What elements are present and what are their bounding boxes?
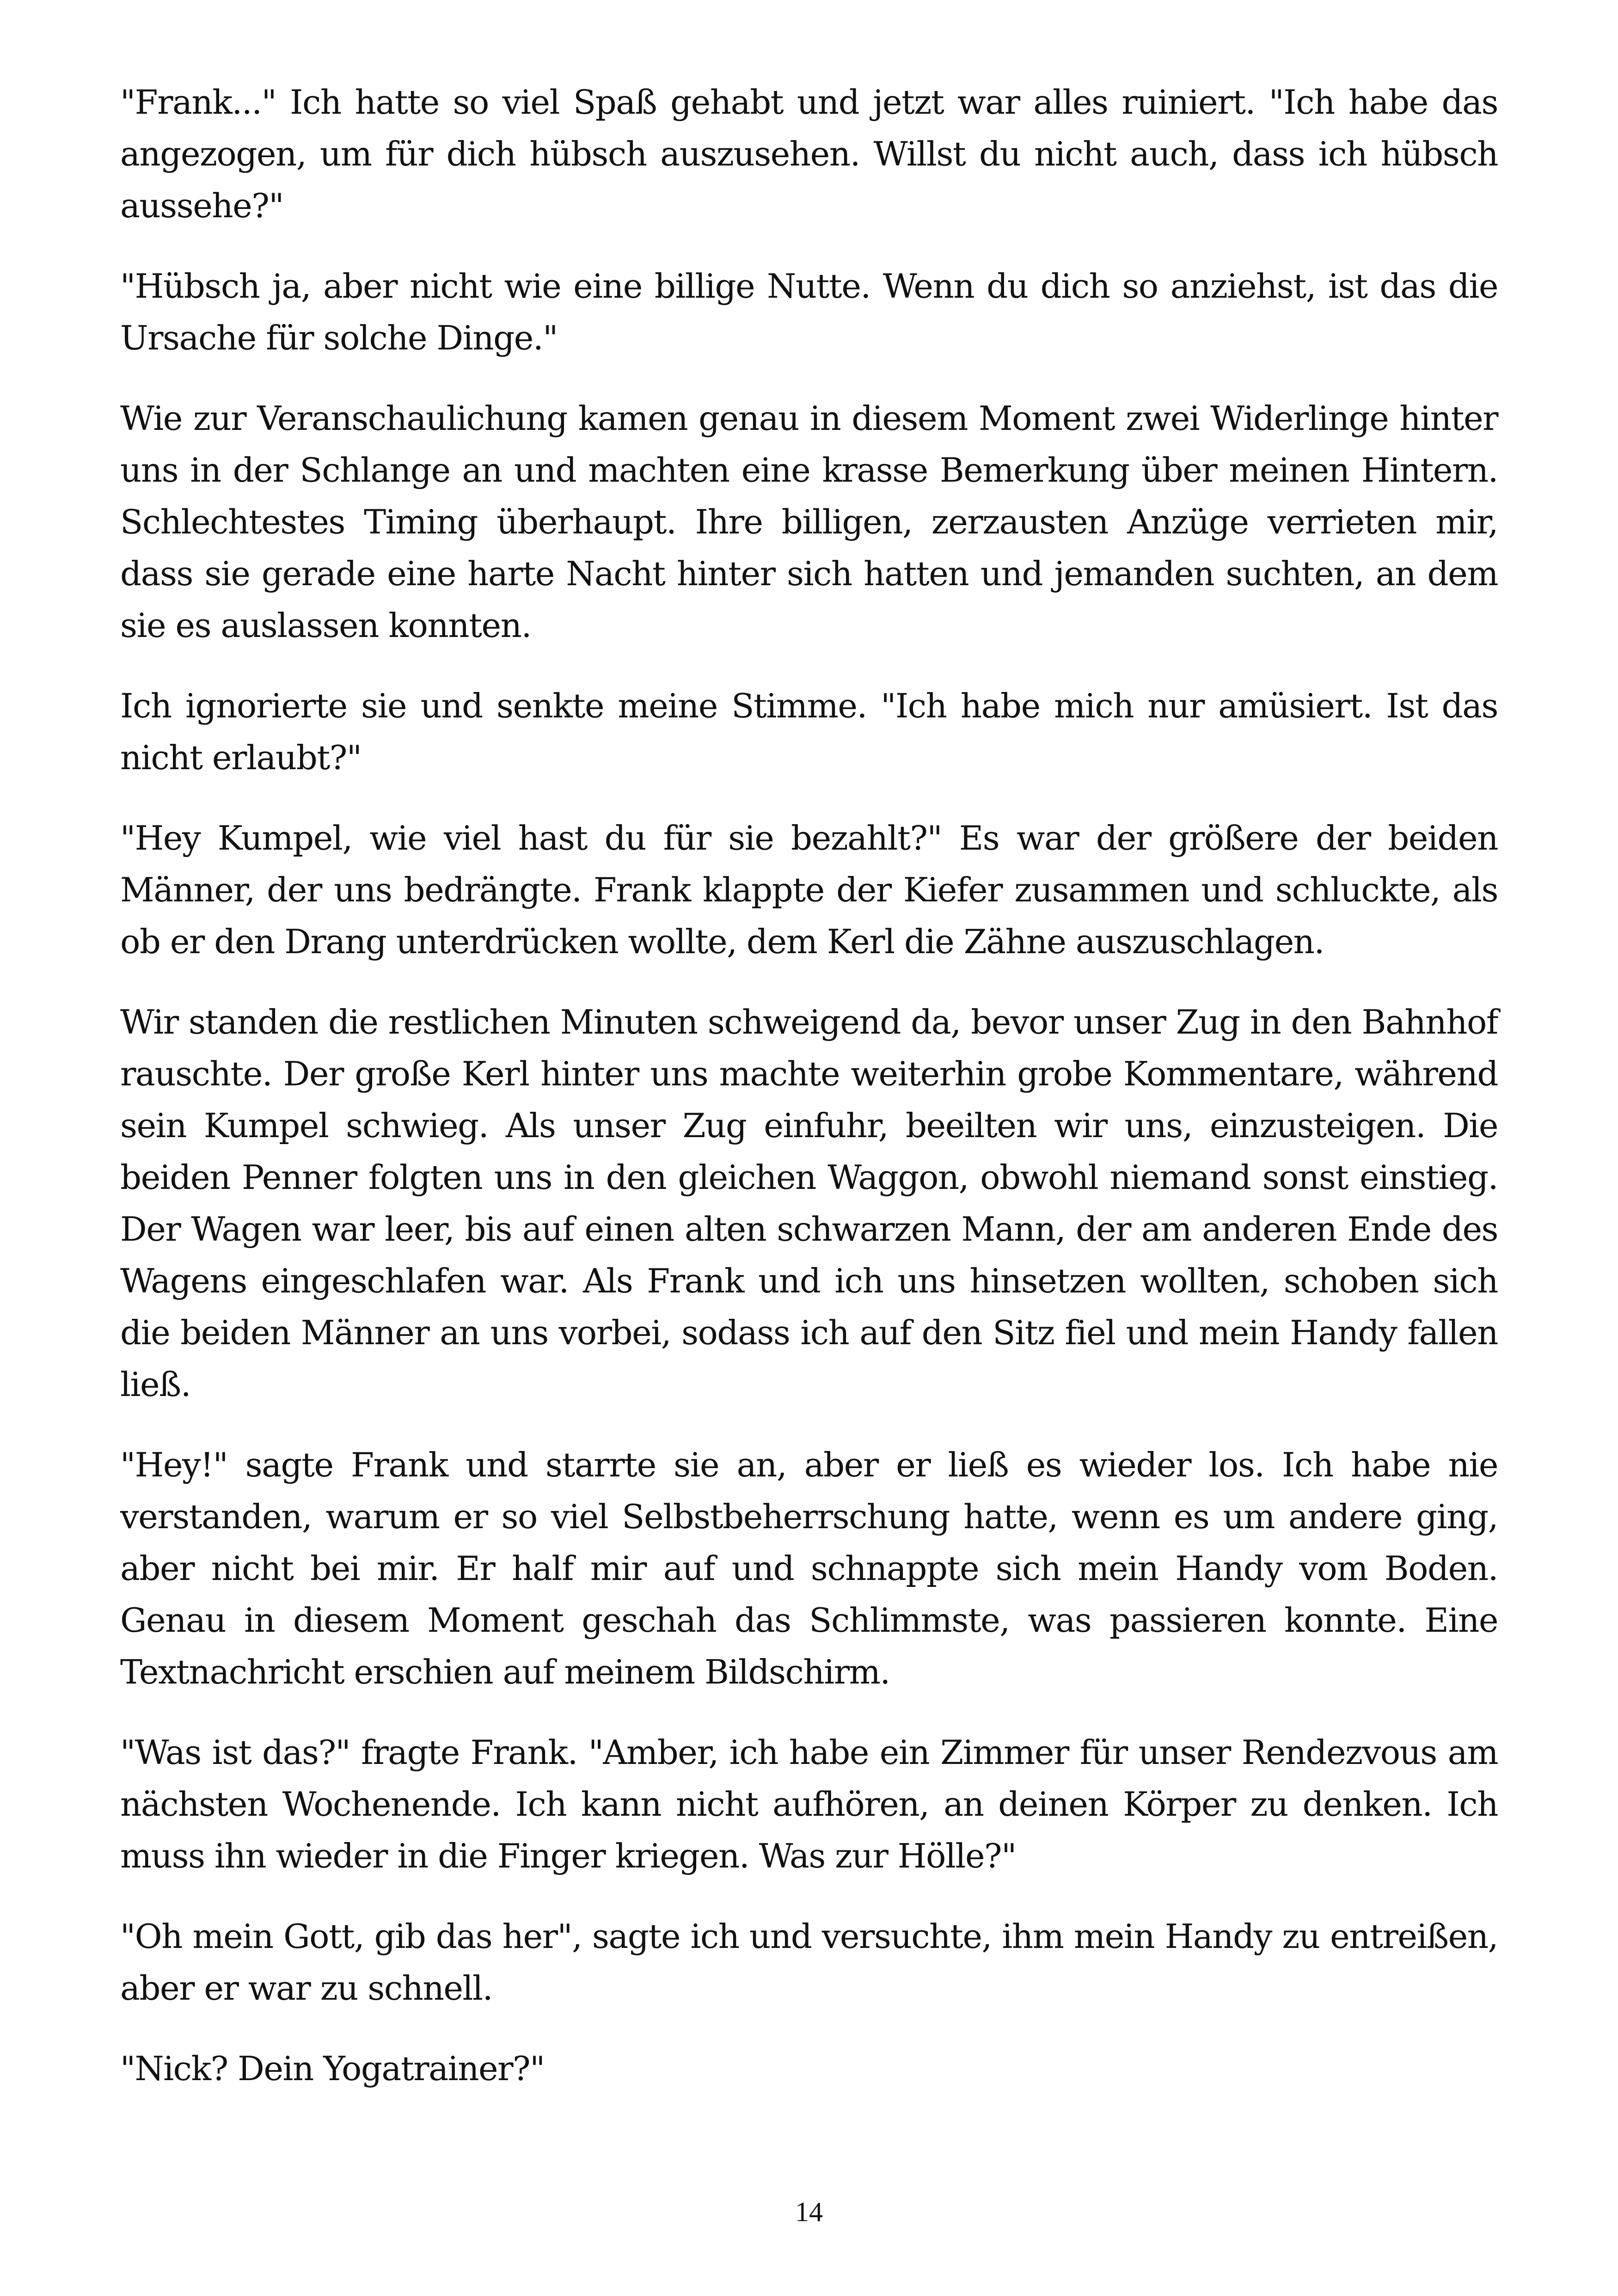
paragraph-2: "Hübsch ja, aber nicht wie eine billige Nutte. Wenn du dich so anziehst, ist das die Ursache für solche Dinge.": [120, 267, 1498, 357]
paragraph-3: Wie zur Veranschaulichung kamen genau in diesem Moment zwei Widerlinge hinter uns in der Schlange an und machten eine krasse Bemerkung über meinen Hintern. Schlechtestes Timing überhaupt. Ihre billigen, zerzausten Anzüge verrieten mir, dass sie gerade eine harte Nacht hinter sich hatten und jemanden suchten, an dem sie es auslassen konnten.: [120, 399, 1498, 645]
paragraph-1: "Frank..." Ich hatte so viel Spaß gehabt und jetzt war alles ruiniert. "Ich habe das angezogen, um für dich hübsch auszusehen. Willst du nicht auch, dass ich hübsch aussehe?": [120, 83, 1498, 225]
paragraph-8: "Was ist das?" fragte Frank. "Amber, ich habe ein Zimmer für unser Rendezvous am nächsten Wochenende. Ich kann nicht aufhören, an deinen Körper zu denken. Ich muss ihn wieder in die Finger kriegen. Was zur Hölle?": [120, 1733, 1498, 1875]
page-number: 14: [795, 2197, 823, 2227]
paragraph-7: "Hey!" sagte Frank und starrte sie an, aber er ließ es wieder los. Ich habe nie verstanden, warum er so viel Selbstbeherrschung hatte, wenn es um andere ging, aber nicht bei mir. Er half mir auf und schnappte sich mein Handy vom Boden. Genau in diesem Moment geschah das Schlimmste, was passieren konnte. Eine Textnachricht erschien auf meinem Bildschirm.: [120, 1445, 1498, 1691]
paragraph-5: "Hey Kumpel, wie viel hast du für sie bezahlt?" Es war der größere der beiden Männer, der uns bedrängte. Frank klappte der Kiefer zusammen und schluckte, als ob er den Drang unterdrücken wollte, dem Kerl die Zähne auszuschlagen.: [120, 819, 1498, 961]
paragraph-4: Ich ignorierte sie und senkte meine Stimme. "Ich habe mich nur amüsiert. Ist das nicht erlaubt?": [120, 686, 1498, 777]
paragraph-10: "Nick? Dein Yogatrainer?": [120, 2049, 545, 2088]
body-text: [120, 76, 1498, 2123]
paragraph-6: Wir standen die restlichen Minuten schweigend da, bevor unser Zug in den Bahnhof rauschte. Der große Kerl hinter uns machte weiterhin grobe Kommentare, während sein Kumpel schwieg. Als unser Zug einfuhr, beeilten wir uns, einzusteigen. Die beiden Penner folgten uns in den gleichen Waggon, obwohl niemand sonst einstieg. Der Wagen war leer, bis auf einen alten schwarzen Mann, der am anderen Ende des Wagens eingeschlafen war. Als Frank und ich uns hinsetzen wollten, schoben sich die beiden Männer an uns vorbei, sodass ich auf den Sitz fiel und mein Handy fallen ließ.: [120, 1003, 1498, 1404]
paragraph-9: "Oh mein Gott, gib das her", sagte ich und versuchte, ihm mein Handy zu entreißen, aber er war zu schnell.: [120, 1917, 1498, 2008]
